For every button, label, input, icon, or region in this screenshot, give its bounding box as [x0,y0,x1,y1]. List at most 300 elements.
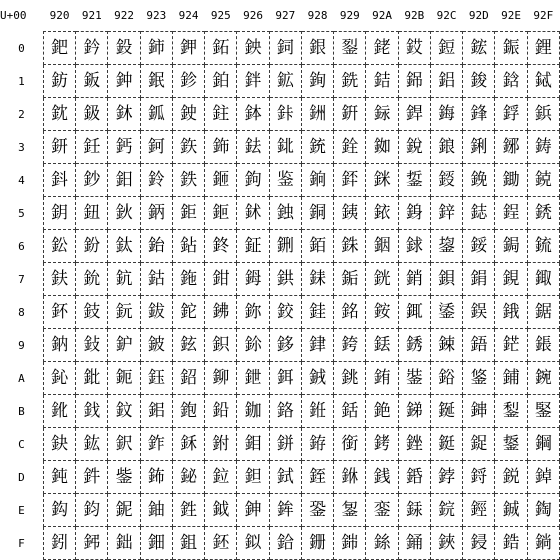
char-cell: 鈶 [140,230,172,263]
char-cell: 銤 [366,164,398,197]
column-header: 921 [81,9,102,22]
char-cell: 鋄 [430,164,462,197]
char-cell: 鈡 [108,65,140,98]
char-cell: 鈃 [43,131,75,164]
char-cell: 鈨 [108,296,140,329]
char-cell: 鋟 [463,527,495,560]
char-cell: 鉬 [237,428,269,461]
char-cell: 鉙 [205,329,237,362]
char-cell: 鈆 [43,230,75,263]
char-cell: 鋋 [430,395,462,428]
char-cell: 鋁 [430,65,462,98]
char-cell: 鉽 [269,461,301,494]
char-row [0,164,560,197]
char-cell: 銉 [301,329,333,362]
row-header: F [18,536,25,550]
char-cell: 鈐 [76,32,108,65]
char-cell: 鉑 [205,65,237,98]
char-cell: 鈼 [140,428,172,461]
char-cell: 銙 [334,329,366,362]
row-header: 0 [18,41,25,55]
char-cell: 鈊 [43,362,75,395]
char-cell: 銶 [398,230,430,263]
char-cell: 鈓 [76,131,108,164]
char-cell: 鈍 [43,461,75,494]
char-cell: 鉝 [205,461,237,494]
char-cell: 鉆 [172,230,204,263]
column-header: 92A [372,9,393,22]
char-cell: 鋭 [495,461,527,494]
char-cell: 鋏 [430,527,462,560]
char-cell: 鉴 [269,164,301,197]
char-cell: 鋒 [463,98,495,131]
char-cell: 鈧 [108,263,140,296]
char-cell: 銚 [334,362,366,395]
char-cell: 鉩 [237,329,269,362]
char-cell: 鋠 [495,32,527,65]
row-header: C [18,437,25,451]
char-cell: 鉳 [269,131,301,164]
char-cell: 鉷 [269,263,301,296]
char-cell: 鈘 [76,296,108,329]
char-cell: 鋺 [527,362,559,395]
char-cell: 鋆 [430,230,462,263]
char-cell: 鉔 [205,164,237,197]
row-header: 6 [18,239,25,253]
char-row [0,98,560,131]
char-cell: 銆 [301,230,333,263]
char-cell: 鉵 [269,197,301,230]
char-cell: 銈 [301,296,333,329]
char-cell: 鉐 [205,32,237,65]
char-cell: 銯 [366,527,398,560]
char-cell: 鉂 [172,98,204,131]
column-header: 924 [178,9,199,22]
char-cell: 銕 [334,197,366,230]
column-header: 923 [146,9,167,22]
char-cell: 鉸 [269,296,301,329]
char-cell: 鉀 [172,32,204,65]
column-header: 920 [49,9,70,22]
column-header: 922 [114,9,135,22]
row-header: 8 [18,305,25,319]
char-cell: 鈟 [76,527,108,560]
char-cell: 銟 [334,527,366,560]
char-cell: 鈾 [140,494,172,527]
char-cell: 鋫 [495,395,527,428]
char-cell: 鋳 [527,131,559,164]
char-cell: 銅 [301,197,333,230]
char-cell: 鈕 [76,197,108,230]
char-cell: 鈑 [76,65,108,98]
char-cell: 鈝 [76,461,108,494]
char-cell: 鉧 [237,263,269,296]
char-cell: 鉯 [237,527,269,560]
char-cell: 鋾 [527,494,559,527]
char-row [0,131,560,164]
char-cell: 鉒 [205,98,237,131]
char-cell: 鉜 [205,428,237,461]
char-cell: 銨 [366,296,398,329]
column-header: 92B [404,9,425,22]
char-cell: 鈠 [108,32,140,65]
char-cell: 銄 [301,164,333,197]
row-header: 2 [18,107,25,121]
char-cell: 鈽 [140,461,172,494]
char-cell: 鈪 [108,362,140,395]
char-cell: 鉲 [269,98,301,131]
row-header: 3 [18,140,25,154]
char-cell: 銍 [301,461,333,494]
char-grid [0,32,560,560]
char-cell: 鋪 [495,362,527,395]
char-cell: 鋿 [527,527,559,560]
char-cell: 鋂 [430,98,462,131]
char-cell: 鉼 [269,428,301,461]
char-cell: 鉫 [237,395,269,428]
char-cell: 鈤 [108,164,140,197]
char-cell: 鉅 [172,197,204,230]
char-cell: 銲 [398,98,430,131]
char-cell: 鈳 [140,131,172,164]
char-cell: 銗 [334,263,366,296]
char-cell: 鋓 [463,131,495,164]
char-cell: 鈣 [108,131,140,164]
char-cell: 銮 [366,494,398,527]
char-cell: 銐 [334,32,366,65]
char-cell: 銒 [334,98,366,131]
char-cell: 鉃 [172,131,204,164]
char-cell: 銖 [334,230,366,263]
char-cell: 鈹 [140,329,172,362]
char-cell: 鋉 [430,329,462,362]
char-cell: 鈴 [140,164,172,197]
char-cell: 鋙 [463,329,495,362]
char-cell: 銛 [334,395,366,428]
char-cell: 鉁 [172,65,204,98]
char-cell: 鉘 [205,296,237,329]
char-cell: 鋛 [463,395,495,428]
char-cell: 鋕 [463,197,495,230]
char-cell: 鈰 [140,32,172,65]
char-row [0,329,560,362]
char-cell: 銁 [301,65,333,98]
char-cell: 鈛 [76,395,108,428]
column-header: 926 [243,9,264,22]
char-cell: 鈌 [43,428,75,461]
char-cell: 鈎 [43,494,75,527]
char-row [0,494,560,527]
char-cell: 銜 [334,428,366,461]
char-row [0,296,560,329]
char-cell: 鈗 [76,263,108,296]
char-cell: 鈉 [43,329,75,362]
char-cell: 鈄 [43,164,75,197]
char-cell: 鋡 [495,65,527,98]
row-header: 9 [18,338,25,352]
column-header-row [0,0,560,32]
char-row [0,65,560,98]
char-cell: 鋌 [430,428,462,461]
char-cell: 銿 [398,527,430,560]
char-cell: 鈙 [76,329,108,362]
char-cell: 鈂 [43,98,75,131]
char-cell: 銺 [398,362,430,395]
char-cell: 鋗 [463,263,495,296]
char-cell: 鋝 [463,461,495,494]
column-header: 92D [468,9,489,22]
char-cell: 鈚 [76,362,108,395]
char-cell: 鉱 [269,65,301,98]
char-cell: 鋞 [463,494,495,527]
column-header: 929 [339,9,360,22]
char-cell: 鈥 [108,197,140,230]
char-cell: 銧 [366,263,398,296]
char-cell: 鋧 [495,263,527,296]
char-row [0,197,560,230]
char-cell: 鈷 [140,263,172,296]
char-cell: 鉿 [269,527,301,560]
char-cell: 銎 [301,494,333,527]
char-cell: 銴 [398,164,430,197]
char-row [0,263,560,296]
char-cell: 鈞 [76,494,108,527]
char-cell: 鈔 [76,164,108,197]
char-cell: 鉦 [237,230,269,263]
char-cell: 鉕 [205,197,237,230]
char-row [0,527,560,560]
char-cell: 銹 [398,329,430,362]
char-cell: 鋯 [495,527,527,560]
char-cell: 銵 [398,197,430,230]
char-cell: 銞 [334,494,366,527]
char-cell: 鉢 [237,98,269,131]
char-cell: 鉄 [172,164,204,197]
char-cell: 鈜 [76,428,108,461]
char-cell: 鉍 [172,461,204,494]
char-cell: 鉥 [237,197,269,230]
char-cell: 銌 [301,428,333,461]
char-cell: 鉻 [269,395,301,428]
char-cell: 銝 [334,461,366,494]
char-cell: 鉟 [205,527,237,560]
char-cell: 銾 [398,494,430,527]
char-row [0,428,560,461]
row-header: D [18,470,25,484]
char-cell: 鋘 [463,296,495,329]
char-cell: 銸 [398,296,430,329]
char-cell: 銰 [398,32,430,65]
column-header: 92C [436,9,457,22]
char-cell: 銻 [398,395,430,428]
char-cell: 鈭 [108,461,140,494]
char-cell: 鉛 [205,395,237,428]
char-row [0,230,560,263]
char-cell: 鈒 [76,98,108,131]
char-cell: 鉓 [205,131,237,164]
char-cell: 鉾 [269,494,301,527]
char-cell: 鉭 [237,461,269,494]
char-cell: 鋚 [463,362,495,395]
char-cell: 銓 [334,131,366,164]
char-cell: 鋼 [527,428,559,461]
char-cell: 鉰 [269,32,301,65]
char-cell: 鋲 [527,98,559,131]
char-cell: 鋨 [495,296,527,329]
char-cell: 鋬 [495,428,527,461]
char-cell: 鉊 [172,362,204,395]
char-cell: 銬 [366,428,398,461]
char-cell: 鋻 [527,395,559,428]
char-cell: 鈿 [140,527,172,560]
row-header: 5 [18,206,25,220]
column-header: 928 [307,9,328,22]
char-cell: 鋖 [463,230,495,263]
char-cell: 鉏 [172,527,204,560]
char-cell: 銂 [301,98,333,131]
char-cell: 鈩 [108,329,140,362]
char-cell: 鈺 [140,362,172,395]
char-cell: 鉶 [269,230,301,263]
char-cell: 鉤 [237,164,269,197]
row-header: A [18,371,25,385]
char-cell: 鈋 [43,395,75,428]
char-cell: 銩 [366,329,398,362]
char-cell: 鉎 [172,494,204,527]
char-cell: 鉪 [237,362,269,395]
char-cell: 鋽 [527,461,559,494]
char-cell: 鈅 [43,197,75,230]
char-cell: 銘 [334,296,366,329]
char-cell: 鉹 [269,329,301,362]
char-cell: 鋀 [430,32,462,65]
char-cell: 鈵 [140,197,172,230]
char-cell: 鋐 [463,32,495,65]
char-cell: 銭 [366,461,398,494]
char-cell: 鋔 [463,164,495,197]
char-cell: 鉉 [172,329,204,362]
char-cell: 鋢 [495,98,527,131]
char-cell: 鋦 [495,230,527,263]
char-cell: 鉈 [172,296,204,329]
char-cell: 鋴 [527,164,559,197]
row-header: 7 [18,272,25,286]
char-cell: 鉗 [205,263,237,296]
char-cell: 鉌 [172,428,204,461]
char-cell: 鉞 [205,494,237,527]
corner-label: U+00 [0,9,27,23]
char-cell: 鈀 [43,32,75,65]
char-cell: 鈬 [108,428,140,461]
char-cell: 鈮 [108,494,140,527]
char-cell: 鋍 [430,461,462,494]
char-cell: 鋤 [495,164,527,197]
char-cell: 鋹 [527,329,559,362]
char-cell: 銇 [301,263,333,296]
char-cell: 鋇 [430,263,462,296]
char-cell: 鋵 [527,197,559,230]
char-cell: 鉠 [237,32,269,65]
char-cell: 鋣 [495,131,527,164]
char-cell: 銳 [398,131,430,164]
char-cell: 鋸 [527,296,559,329]
char-cell: 銡 [366,65,398,98]
char-cell: 鈇 [43,263,75,296]
char-cell: 鋈 [430,296,462,329]
char-cell: 銑 [334,65,366,98]
char-cell: 鈻 [140,395,172,428]
column-header: 925 [210,9,231,22]
char-cell: 鈲 [140,98,172,131]
char-cell: 鈫 [108,395,140,428]
char-cell: 鋶 [527,230,559,263]
char-cell: 鉡 [237,65,269,98]
row-header: B [18,404,25,418]
char-cell: 鋊 [430,362,462,395]
char-cell: 銱 [398,65,430,98]
char-row [0,461,560,494]
char-cell: 鈯 [108,527,140,560]
column-header: 927 [275,9,296,22]
char-cell: 銼 [398,428,430,461]
char-cell: 銔 [334,164,366,197]
char-cell: 鋎 [430,494,462,527]
char-cell: 鋜 [463,428,495,461]
char-cell: 鋑 [463,65,495,98]
char-cell: 鈖 [76,230,108,263]
char-cell: 鈈 [43,296,75,329]
char-cell: 鉇 [172,263,204,296]
column-header: 92F [533,9,554,22]
char-cell: 鉺 [269,362,301,395]
row-header: E [18,503,25,517]
char-cell: 鈢 [108,98,140,131]
char-cell: 鈏 [43,527,75,560]
char-cell: 銋 [301,395,333,428]
char-cell: 銠 [366,32,398,65]
char-cell: 銃 [301,131,333,164]
char-cell: 鉚 [205,362,237,395]
char-cell: 鉋 [172,395,204,428]
char-cell: 鈦 [108,230,140,263]
char-row [0,362,560,395]
char-cell: 銢 [366,98,398,131]
char-cell: 鈁 [43,65,75,98]
char-cell: 鋰 [527,32,559,65]
char-cell: 銥 [366,197,398,230]
char-cell: 鋷 [527,263,559,296]
char-cell: 鉨 [237,296,269,329]
char-cell: 銣 [366,131,398,164]
char-cell: 鈸 [140,296,172,329]
char-cell: 銷 [398,263,430,296]
char-cell: 鉮 [237,494,269,527]
row-header: 1 [18,74,25,88]
char-cell: 鋱 [527,65,559,98]
char-cell: 銀 [301,32,333,65]
char-cell: 銫 [366,395,398,428]
char-cell: 銊 [301,362,333,395]
column-header: 92E [501,9,522,22]
char-cell: 銽 [398,461,430,494]
char-cell: 鋥 [495,197,527,230]
char-row [0,395,560,428]
row-header: 4 [18,173,25,187]
char-cell: 銦 [366,230,398,263]
char-cell: 鋃 [430,131,462,164]
char-cell: 鋮 [495,494,527,527]
char-cell: 鋩 [495,329,527,362]
